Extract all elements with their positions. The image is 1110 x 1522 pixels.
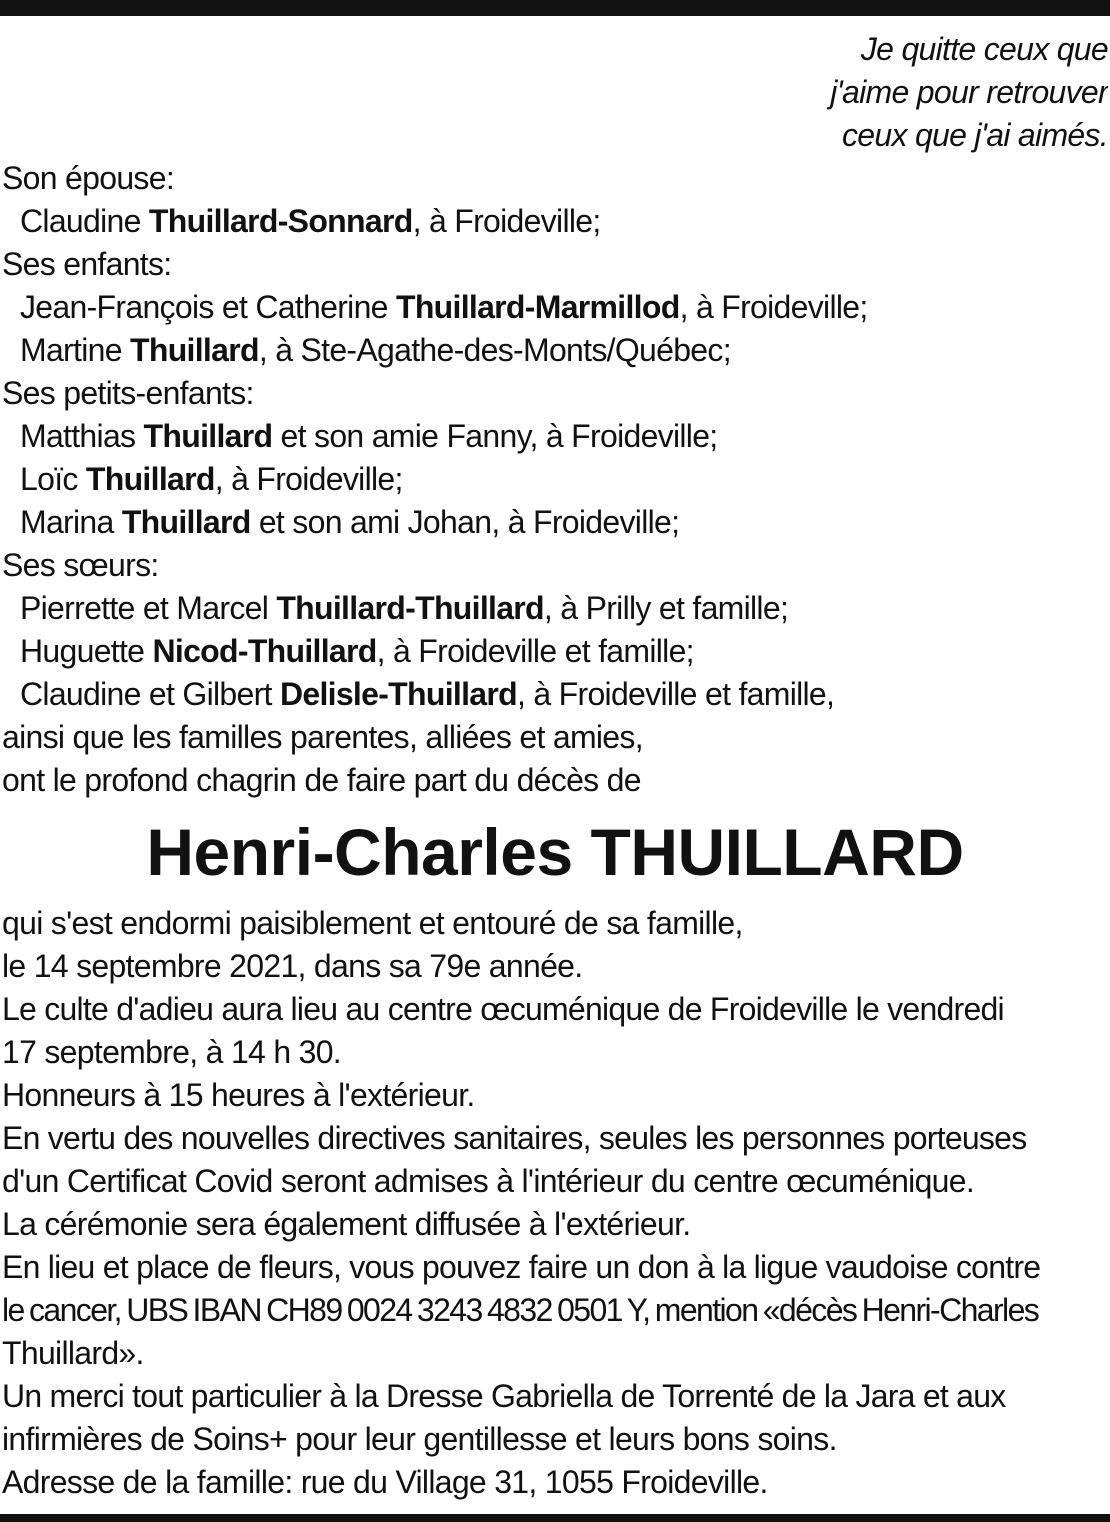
body-line: qui s'est endormi paisiblement et entouré de sa famille, xyxy=(2,905,743,941)
entry-suffix: , à Froideville; xyxy=(412,203,601,239)
sister-entry xyxy=(2,587,1108,630)
entry-suffix: , à Froideville; xyxy=(679,289,868,325)
entry-suffix: , à Froideville et famille, xyxy=(516,676,835,712)
entry-prefix: Claudine xyxy=(20,203,149,239)
body-line: Un merci tout particulier à la Dresse Gabriella de Torrenté de la Jara et aux xyxy=(2,1378,1006,1414)
grandchildren-label: Ses petits-enfants: xyxy=(2,375,254,411)
body-line: Le culte d'adieu aura lieu au centre œcuménique de Froideville le vendredi xyxy=(2,991,1004,1027)
sisters-label: Ses sœurs: xyxy=(2,547,159,583)
body-line: 17 septembre, à 14 h 30. xyxy=(2,1034,341,1070)
bottom-border-rule xyxy=(0,1514,1110,1522)
entry-prefix: Matthias xyxy=(20,418,144,454)
family-name: Thuillard-Marmillod xyxy=(395,289,680,325)
body-line: le cancer, UBS IBAN CH89 0024 3243 4832 0501 Y, mention «décès Henri-Charles xyxy=(2,1292,1039,1328)
entry-prefix: Claudine et Gilbert xyxy=(20,676,280,712)
deceased-name: Henri-Charles THUILLARD xyxy=(146,815,964,889)
sister-entry xyxy=(2,673,1108,716)
body-line: Adresse de la famille: rue du Village 31, 1055 Froideville. xyxy=(2,1464,768,1500)
entry-prefix: Martine xyxy=(20,332,130,368)
body-line: le 14 septembre 2021, dans sa 79e année. xyxy=(2,948,583,984)
entry-suffix: et son amie Fanny, à Froideville; xyxy=(272,418,718,454)
entry-suffix: , à Froideville; xyxy=(214,461,403,497)
body-line: En vertu des nouvelles directives sanitaires, seules les personnes porteuses xyxy=(2,1120,1027,1156)
announcement-line: ont le profond chagrin de faire part du décès de xyxy=(2,762,641,798)
body-line: La cérémonie sera également diffusée à l'extérieur. xyxy=(2,1206,691,1242)
family-name: Nicod-Thuillard xyxy=(152,633,377,669)
quote-line: Je quitte ceux que xyxy=(860,31,1108,67)
family-name: Thuillard-Sonnard xyxy=(148,203,413,239)
entry-prefix: Huguette xyxy=(20,633,153,669)
top-border-rule xyxy=(0,0,1110,16)
family-name: Thuillard xyxy=(121,504,251,540)
grandchild-entry xyxy=(2,415,1108,458)
family-name: Thuillard xyxy=(85,461,215,497)
grandchild-entry xyxy=(2,501,1108,544)
family-name: Thuillard xyxy=(130,332,259,368)
body-line: infirmières de Soins+ pour leur gentillesse et leurs bons soins. xyxy=(2,1421,837,1457)
child-entry xyxy=(2,286,1108,329)
spouse-entry xyxy=(2,200,1108,243)
entry-suffix: et son ami Johan, à Froideville; xyxy=(250,504,680,540)
body-line: Thuillard». xyxy=(2,1335,144,1371)
entry-prefix: Jean-François et Catherine xyxy=(20,289,396,325)
entry-suffix: , à Froideville et famille; xyxy=(376,633,694,669)
family-name: Thuillard-Thuillard xyxy=(276,590,544,626)
entry-prefix: Pierrette et Marcel xyxy=(20,590,277,626)
body-line: d'un Certificat Covid seront admises à l'intérieur du centre œcuménique. xyxy=(2,1163,975,1199)
family-name: Delisle-Thuillard xyxy=(279,676,517,712)
entry-prefix: Loïc xyxy=(20,461,86,497)
quote-line: ceux que j'ai aimés. xyxy=(841,117,1108,153)
relatives-line: ainsi que les familles parentes, alliées et amies, xyxy=(2,719,643,755)
children-label: Ses enfants: xyxy=(2,246,172,282)
entry-suffix: , à Ste-Agathe-des-Monts/Québec; xyxy=(258,332,731,368)
grandchild-entry xyxy=(2,458,1108,501)
obituary-notice xyxy=(2,28,1108,1504)
body-line: Honneurs à 15 heures à l'extérieur. xyxy=(2,1077,475,1113)
family-name: Thuillard xyxy=(143,418,273,454)
child-entry xyxy=(2,329,1108,372)
sister-entry xyxy=(2,630,1108,673)
quote-line: j'aime pour retrouver xyxy=(830,74,1108,110)
spouse-label: Son épouse: xyxy=(2,160,175,196)
entry-suffix: , à Prilly et famille; xyxy=(543,590,789,626)
body-line: En lieu et place de fleurs, vous pouvez faire un don à la ligue vaudoise contre xyxy=(2,1249,1041,1285)
entry-prefix: Marina xyxy=(20,504,122,540)
